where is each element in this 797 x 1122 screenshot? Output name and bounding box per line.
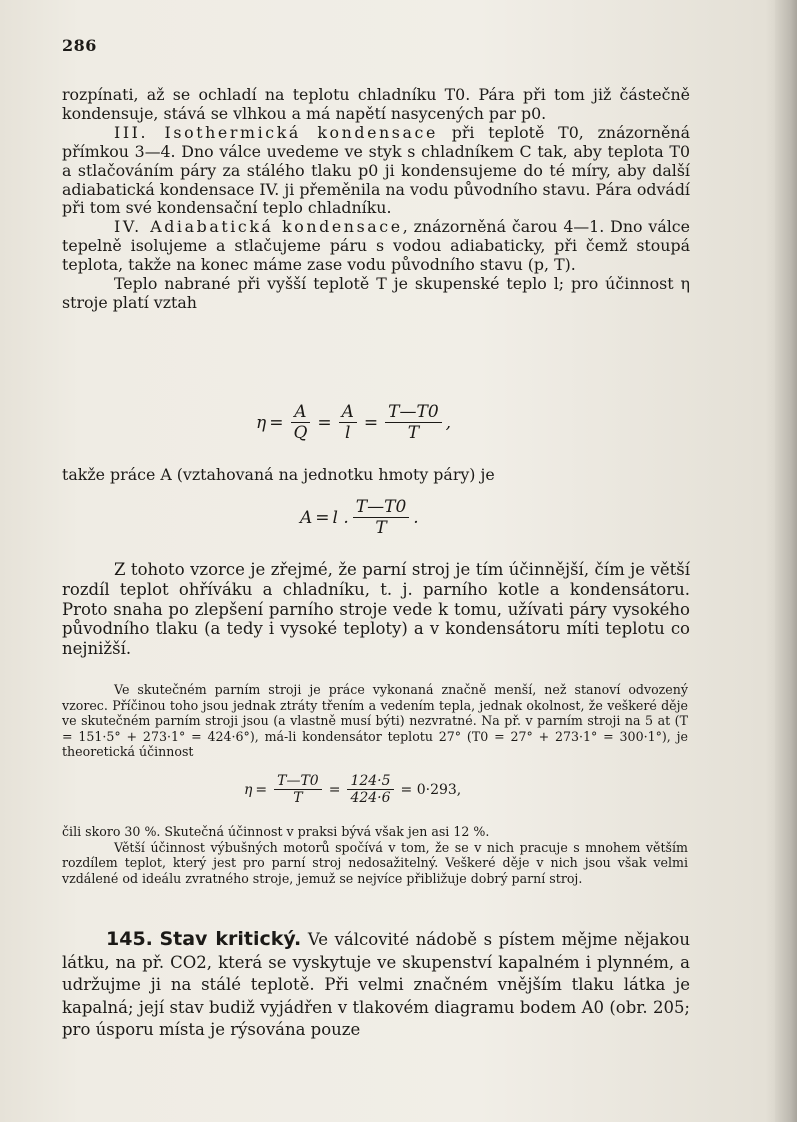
small-paragraph-real-engine: Ve skutečném parním stroji je práce vykonaná značně menší, než stanoví odvozený vzorec. Příčinou toho jsou jednak ztráty třením a vedením tepla, jednak okolnost, že veškeré děje ve skutečném parním stroji jsou (a vlastně musí býti) nezvratné. Na př. v parním stroji na 5 at (T = 151·5° + 273·1° = 424·6°), má-li kondensátor teplotu 27° (T0 = 27° + 273·1° = 300·1°), je theoretická účinnost (62, 682, 688, 760)
page-edge-shadow (775, 0, 797, 1122)
paragraph-work: takže práce A (vztahovaná na jednotku hmoty páry) je (62, 465, 495, 484)
main-text-block (62, 86, 690, 313)
paragraph-continuation: rozpínati, až se ochladí na teplotu chladníku T0. Pára při tom již částečně kondensuje, stává se vlhkou a má napětí nasycených par p0. (62, 85, 690, 123)
section-critical-state (62, 928, 690, 1042)
paragraph-heading: IV. Adiabatická kondensace (114, 217, 403, 237)
small-paragraph-engines: Větší účinnost výbušných motorů spočívá v tom, že se v nich pracuje s mnohem větším rozdílem teplot, který jest pro parní stroj nedosažitelný. Veškeré děje v nich jsou však velmi vzdálené od ideálu zvratného stroje, jemuž se nejvíce přibližuje dobrý parní stroj. (62, 839, 688, 886)
section-number: 145. (106, 928, 153, 950)
page-number: 286 (62, 36, 97, 55)
fraction: $\frac{A}{Q}$ (290, 402, 310, 443)
paragraph-heading: III. Isothermická kondensace (114, 122, 438, 142)
numeric-efficiency-formula: η = $\frac{T—T0}{T}$ = $\frac{124\cdot 5}{424\cdot 6}$ = 0·293, (244, 773, 462, 806)
fraction: $\frac{T—T0}{T}$ (353, 497, 410, 538)
paragraph-conclusion: Z tohoto vzorce je zřejmé, že parní stroj je tím účinnější, čím je větší rozdíl teplot ohříváku a chladníku, t. j. parního kotle a kondensátoru. Proto snaha po zlepšení parního stroje vede k tomu, užívati páry vysokého původního tlaku (a tedy i vysoké teploty) a v kondensátoru míti teplotu co nejnižší. (62, 560, 690, 659)
efficiency-formula: η = $\frac{A}{Q}$ = $\frac{A}{l}$ = $\frac{T—T0}{T}$ , (256, 402, 452, 443)
section-text: Ve válcovité nádobě s pístem mějme nějakou látku, na př. CO2, která se vyskytuje ve skupenství kapalném i plynném, a udržujme ji na stálé teplotě. Při velmi značném vnějším tlaku látka je kapalná; její stav budiž vyjádřen v tlakovém diagramu bodem A0 (obr. 205; pro úsporu místa je rýsována pouze (62, 930, 690, 1039)
work-text (62, 466, 690, 485)
paragraph-isothermal-condensation: III. Isothermická kondensace při teplotě T0, znázorněná přímkou 3—4. Dno válce uvedeme ve styk s chladníkem C tak, aby teplota T0 a stlačováním páry za stálého tlaku p0 ji kondensujeme do té míry, aby další adiabatická kondensace IV. ji přeměnila na vodu původního stavu. Pára odvádí při tom své kondensační teplo chladníku. (62, 122, 690, 218)
section-title: Stav kritický. (159, 928, 302, 950)
work-formula: A = l . $\frac{T—T0}{T}$ . (300, 497, 419, 538)
fraction: $\frac{124\cdot 5}{424\cdot 6}$ (347, 773, 393, 806)
fraction: $\frac{T—T0}{T}$ (385, 402, 442, 443)
fraction: $\frac{T—T0}{T}$ (274, 773, 322, 806)
section-paragraph (62, 928, 690, 1042)
fraction: $\frac{A}{l}$ (339, 402, 357, 443)
paragraph-efficiency: Teplo nabrané při vyšší teplotě T je skupenské teplo l; pro účinnost η stroje platí vztah (62, 274, 690, 312)
small-print-block-2 (62, 824, 688, 886)
small-print-block (62, 682, 688, 760)
paragraph-adiabatic-condensation: IV. Adiabatická kondensace, znázorněná čarou 4—1. Dno válce tepelně isolujeme a stlačujeme páru s vodou adiabaticky, při čemž stoupá teplota, takže na konec máme zase vodu původního stavu (p, T). (62, 217, 690, 275)
conclusion-text (62, 560, 690, 659)
small-paragraph-percent: čili skoro 30 %. Skutečná účinnost v praksi bývá však jen asi 12 %. (62, 824, 490, 839)
